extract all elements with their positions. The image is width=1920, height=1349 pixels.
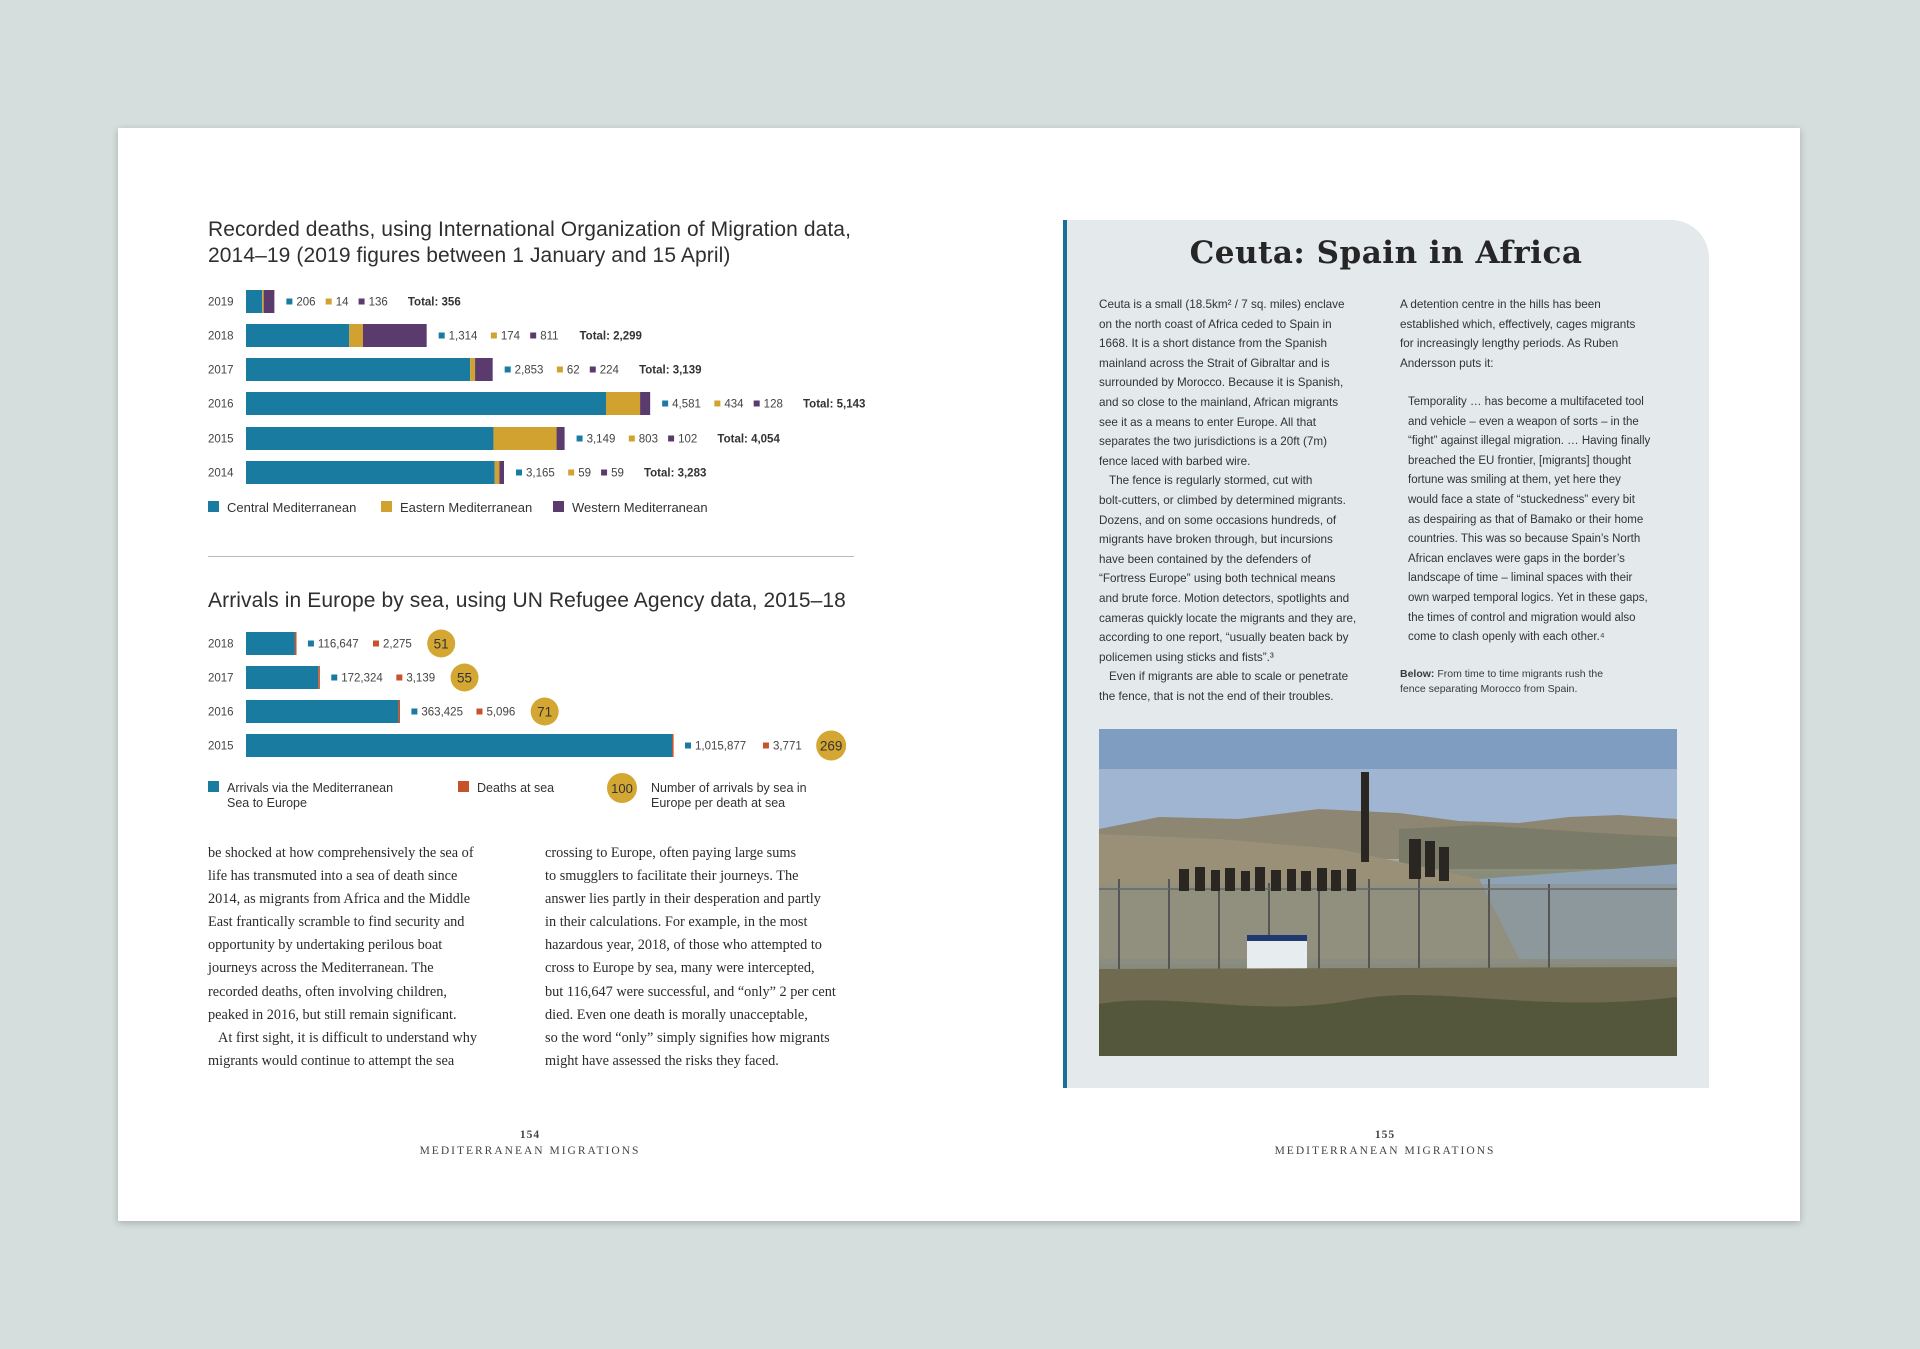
text-line: countries. This was so because Spain’s North [1408, 533, 1641, 546]
text-line: life has transmuted into a sea of death since [208, 868, 458, 885]
value-label-2017-0: 2,853 [514, 364, 544, 377]
text-line: Ceuta is a small (18.5km² / 7 sq. miles) enclave [1099, 298, 1345, 311]
deaths-marker-2016 [476, 709, 482, 715]
text-line: according to one report, “usually beaten back by [1099, 631, 1349, 645]
arrivals-label-2018: 116,647 [317, 638, 359, 651]
value-label-2019-2: 136 [368, 296, 388, 309]
text-line: died. Even one death is morally unacceptable, [545, 1006, 808, 1023]
arrivals-label-2015: 1,015,877 [695, 740, 747, 753]
chart2-title: Arrivals in Europe by sea, using UN Refugee Agency data, 2015–18 [208, 589, 846, 612]
paragraph [1400, 295, 1690, 373]
caption-label: Below: [1400, 667, 1435, 680]
text-line: policemen using sticks and fists”.³ [1099, 650, 1274, 664]
year-label-2015: 2015 [208, 433, 234, 446]
text-line: have been contained by the defenders of [1099, 552, 1311, 566]
paragraph [1099, 471, 1381, 667]
deaths-bar-2018 [295, 632, 297, 655]
text-line: bolt-cutters, or climbed by determined migrants. [1099, 493, 1346, 507]
text-line: but 116,647 were successful, and “only” 2 per cent [545, 983, 836, 1000]
legend-ratio-line2: Europe per death at sea [651, 796, 786, 810]
legend-label-2: Western Mediterranean [572, 500, 708, 515]
text-line: crossing to Europe, often paying large sums [545, 845, 797, 861]
year-label-2014: 2014 [208, 467, 234, 480]
text-line: A detention centre in the hills has been [1400, 298, 1601, 311]
value-label-2014-1: 59 [578, 467, 591, 480]
right-folio [1235, 1129, 1535, 1157]
value-label-2015-0: 3,149 [586, 433, 616, 446]
ratio-label-2015: 269 [819, 738, 843, 754]
arrivals-bar-2016 [246, 700, 398, 723]
legend-ratio-line1: Number of arrivals by sea in [651, 781, 807, 795]
caption-line2: fence separating Morocco from Spain. [1400, 683, 1578, 696]
text-line: The fence is regularly stormed, cut with [1109, 474, 1313, 488]
deaths-marker-2018 [373, 641, 379, 647]
text-line: surrounded by Morocco. Because it is Spanish, [1099, 376, 1344, 390]
value-label-2015-2: 102 [678, 433, 698, 446]
deaths-label-2017: 3,139 [406, 672, 436, 685]
text-line: opportunity by undertaking perilous boat [208, 937, 443, 954]
text-line: “Fortress Europe” using both technical means [1099, 572, 1336, 586]
value-label-2016-1: 434 [724, 398, 744, 411]
value-label-2014-2: 59 [611, 467, 624, 480]
chart1-title-line1: Recorded deaths, using International Organization of Migration data, [208, 218, 852, 241]
legend-ratio-sample: 100 [611, 781, 633, 796]
text-line: mainland across the Strait of Gibraltar and is [1099, 356, 1330, 370]
text-line: hazardous year, 2018, of those who attempted to [545, 937, 822, 954]
right-running-head: MEDITERRANEAN MIGRATIONS [1274, 1145, 1496, 1157]
year-label-2019: 2019 [208, 296, 234, 309]
text-line: Even if migrants are able to scale or penetrate [1109, 670, 1349, 684]
arrivals-marker-2015 [685, 743, 691, 749]
deaths-label-2018: 2,275 [382, 638, 412, 651]
year-label-2017: 2017 [208, 364, 234, 377]
text-line: the times of control and migration would also [1408, 611, 1636, 624]
left-folio [380, 1129, 680, 1157]
text-line: to smugglers to facilitate their journeys. The [545, 868, 799, 885]
legend-arrivals-line1: Arrivals via the Mediterranean [227, 781, 394, 795]
fence-photo [1099, 729, 1677, 1056]
paragraph [1099, 295, 1381, 471]
text-line: recorded deaths, often involving children, [208, 983, 447, 1000]
ratio-label-2016: 71 [537, 704, 553, 720]
text-line: At first sight, it is difficult to understand why [218, 1029, 478, 1046]
text-line: East frantically scramble to find security and [208, 914, 465, 931]
year-label-2016: 2016 [208, 398, 234, 411]
ratio-label-2018: 51 [433, 636, 449, 652]
value-label-2016-0: 4,581 [672, 398, 701, 411]
body-text-column-2 [545, 842, 855, 1073]
text-line: established which, effectively, cages migrants [1400, 317, 1636, 331]
chart1-title-line2: 2014–19 (2019 figures between 1 January and 15 April) [208, 244, 731, 267]
arrivals-bar-2017 [246, 666, 318, 689]
text-line: African enclaves were gaps in the border’s [1408, 552, 1625, 565]
text-line: separates the two jurisdictions is a 20ft (7m) [1099, 435, 1328, 449]
value-label-2019-0: 206 [296, 296, 316, 309]
year-label-2018: 2018 [208, 638, 234, 651]
text-line: cross to Europe by sea, many were intercepted, [545, 960, 815, 977]
arrivals-marker-2016 [411, 709, 417, 715]
deaths-bar-2015 [672, 734, 674, 757]
total-label-2014: Total: 3,283 [643, 467, 707, 480]
legend-label-0: Central Mediterranean [227, 500, 357, 515]
sidebar-rule [1063, 220, 1067, 1088]
text-line: breached the EU frontier, [migrants] thought [1408, 454, 1632, 467]
text-line: in their calculations. For example, in the most [545, 914, 808, 931]
legend-label-1: Eastern Mediterranean [400, 500, 533, 515]
text-line: and so close to the mainland, African migrants [1099, 395, 1339, 409]
arrivals-label-2016: 363,425 [421, 706, 463, 719]
value-label-2018-1: 174 [500, 330, 521, 343]
value-label-2018-2: 811 [540, 330, 559, 343]
text-line: migrants have broken through, but incursions [1099, 533, 1333, 547]
text-line: be shocked at how comprehensively the sea of [208, 845, 474, 861]
text-line: Dozens, and on some occasions hundreds, of [1099, 513, 1337, 527]
text-line: “fight” against illegal migration. … Having finally [1408, 435, 1651, 448]
text-line: and brute force. Motion detectors, spotlights and [1099, 591, 1350, 605]
value-label-2014-0: 3,165 [525, 467, 555, 480]
text-line: answer lies partly in their desperation and partly [545, 891, 821, 908]
text-line: Andersson puts it: [1400, 356, 1494, 370]
photo-caption [1400, 667, 1690, 698]
text-line: come to clash openly with each other.⁴ [1408, 631, 1605, 644]
arrivals-marker-2018 [308, 641, 314, 647]
legend-deaths-swatch [458, 781, 469, 792]
text-line: might have assessed the risks they faced. [545, 1052, 779, 1069]
text-line: on the north coast of Africa ceded to Spain in [1099, 317, 1332, 331]
value-label-2018-0: 1,314 [448, 330, 478, 343]
left-running-head: MEDITERRANEAN MIGRATIONS [419, 1145, 641, 1157]
text-line: would face a state of “stuckedness” every bit [1408, 493, 1635, 506]
value-label-2019-1: 14 [335, 296, 349, 309]
ratio-label-2017: 55 [457, 670, 473, 686]
value-label-2016-2: 128 [763, 398, 783, 411]
deaths-marker-2015 [763, 743, 769, 749]
total-label-2018: Total: 2,299 [579, 330, 642, 343]
text-line: peaked in 2016, but still remain significant. [208, 1006, 457, 1023]
year-label-2016: 2016 [208, 706, 234, 719]
legend-arrivals-swatch [208, 781, 219, 792]
text-line: Temporality … has become a multifaceted tool [1408, 395, 1644, 408]
text-line: so the word “only” simply signifies how migrants [545, 1029, 830, 1046]
deaths-label-2015: 3,771 [772, 740, 802, 753]
year-label-2018: 2018 [208, 330, 234, 343]
value-label-2015-1: 803 [638, 433, 658, 446]
total-label-2017: Total: 3,139 [639, 364, 702, 377]
text-line: for increasingly lengthy periods. As Ruben [1400, 337, 1619, 351]
value-label-2017-1: 62 [566, 364, 580, 377]
sidebar-title: Ceuta: Spain in Africa [1189, 235, 1583, 271]
paragraph [1099, 667, 1381, 706]
deaths-marker-2017 [396, 675, 402, 681]
total-label-2019: Total: 356 [407, 296, 461, 309]
text-line: and vehicle – even a weapon of sorts – in the [1408, 415, 1639, 428]
legend-deaths-label: Deaths at sea [477, 781, 555, 795]
arrivals-label-2017: 172,324 [341, 672, 383, 685]
text-line: see it as a means to enter Europe. All that [1099, 415, 1316, 429]
arrivals-bar-2015 [246, 734, 672, 757]
text-line: journeys across the Mediterranean. The [208, 960, 434, 977]
arrivals-bar-2018 [246, 632, 295, 655]
year-label-2017: 2017 [208, 672, 234, 685]
text-line: landscape of time – liminal spaces with their [1408, 572, 1633, 585]
sidebar-column-1 [1099, 295, 1381, 706]
deaths-bar-2017 [318, 666, 320, 689]
text-line: fortune was smiling at them, yet here they [1408, 474, 1621, 487]
block-quote [1400, 393, 1690, 648]
total-label-2016: Total: 5,143 [803, 398, 866, 411]
text-line: the fence, that is not the end of their troubles. [1099, 689, 1334, 703]
paragraph [545, 842, 855, 1073]
year-label-2015: 2015 [208, 740, 234, 753]
text-line: migrants would continue to attempt the sea [208, 1052, 455, 1069]
left-page-number: 154 [519, 1129, 541, 1141]
total-label-2015: Total: 4,054 [717, 433, 780, 446]
caption-line1: From time to time migrants rush the [1434, 667, 1604, 680]
sidebar-column-2 [1400, 295, 1690, 698]
text-line: 1668. It is a short distance from the Spanish [1099, 337, 1328, 351]
text-line: fence laced with barbed wire. [1099, 454, 1251, 468]
deaths-label-2016: 5,096 [486, 706, 516, 719]
legend-arrivals-line2: Sea to Europe [227, 796, 307, 810]
deaths-bar-2016 [398, 700, 400, 723]
text-line: own warped temporal logics. Yet in these gaps, [1408, 591, 1648, 604]
text-line: 2014, as migrants from Africa and the Middle [208, 891, 471, 908]
value-label-2017-2: 224 [599, 364, 619, 377]
arrivals-marker-2017 [331, 675, 337, 681]
paragraph [208, 842, 518, 1073]
body-text-column-1 [208, 842, 518, 1073]
text-line: as despairing as that of Bamako or their home [1408, 513, 1644, 526]
right-page-number: 155 [1374, 1129, 1396, 1141]
text-line: cameras quickly locate the migrants and they are, [1099, 611, 1357, 625]
